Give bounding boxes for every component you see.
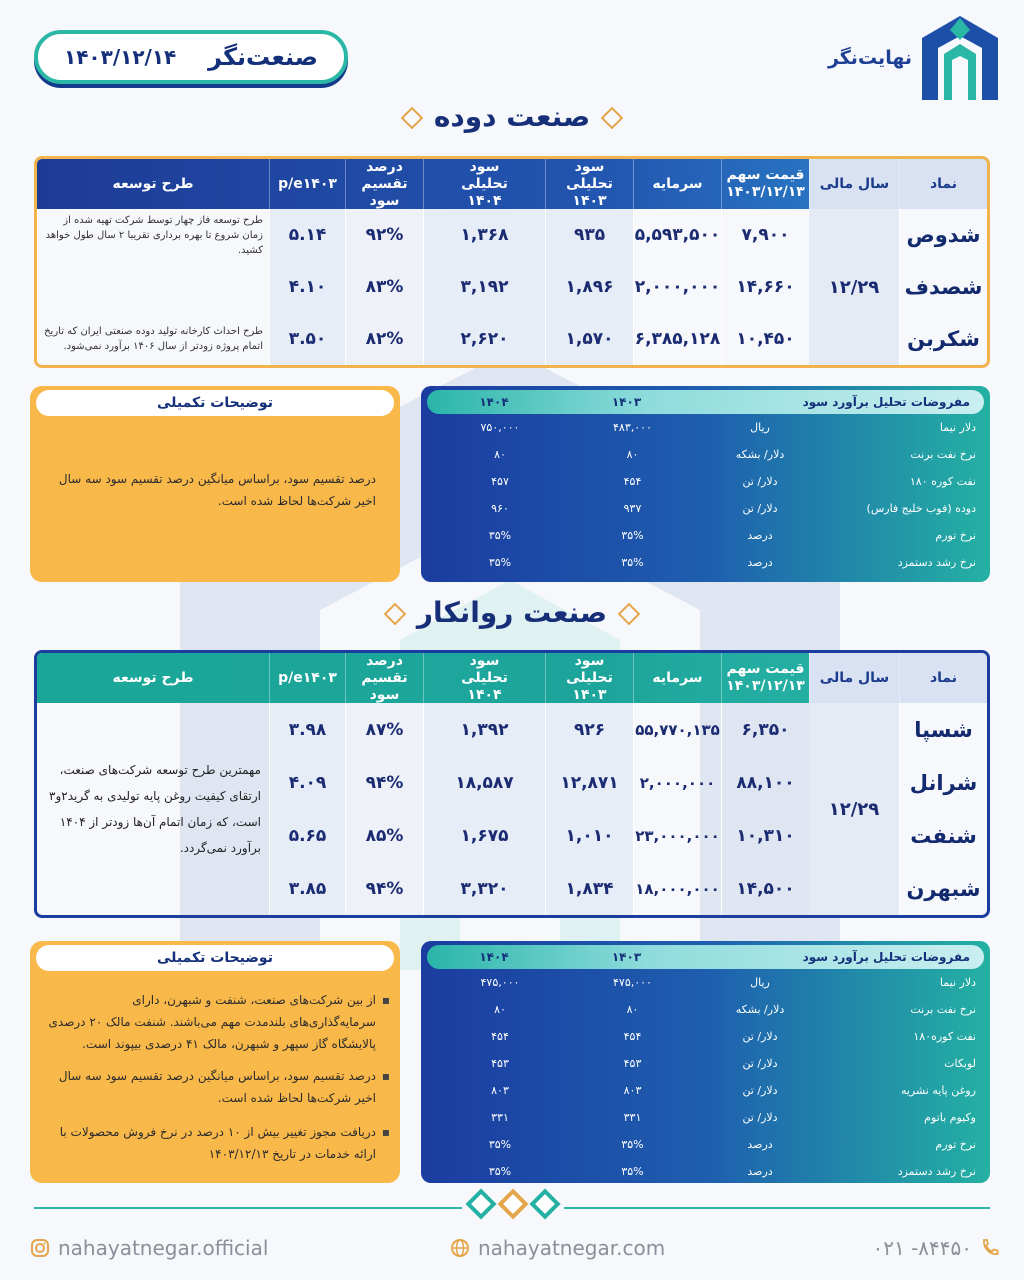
profit-1403-cell: ۱۲,۸۷۱ — [545, 756, 633, 809]
assumption-v1: ۴۵۳ — [623, 1057, 642, 1070]
assumption-v2: ۸۰ — [494, 448, 506, 461]
col-profit-1404: سود تحلیلی ۱۴۰۴ — [423, 159, 545, 209]
capital-cell: ۲,۰۰۰,۰۰۰ — [633, 756, 721, 809]
assumption-u: دلار/ تن — [742, 475, 778, 488]
assumption-k: نرخ نفت برنت — [910, 1003, 976, 1016]
assumption-u: ریال — [750, 976, 770, 989]
table-row — [37, 703, 987, 756]
price-cell: ۶,۳۵۰ — [721, 703, 809, 756]
dividend-cell: ۸۵% — [345, 809, 423, 862]
header-badge — [34, 30, 348, 84]
assumption-v1: ۴۷۵,۰۰۰ — [613, 976, 652, 989]
footer-ornament — [462, 1193, 564, 1215]
assumption-k: وکیوم باتوم — [924, 1111, 976, 1124]
phone-icon — [980, 1238, 1000, 1258]
col-dividend: درصد تقسیم سود — [345, 653, 423, 703]
fiscal-year-cell: ۱۲/۲۹ — [809, 209, 899, 365]
lubricants-notes — [30, 941, 400, 1183]
section-title-carbon-black: صنعت دوده — [0, 100, 1024, 133]
symbol-cell: شبهرن — [899, 862, 987, 915]
assumption-u: ریال — [750, 421, 770, 434]
dividend-cell: ۸۳% — [345, 261, 423, 313]
assumption-v2: ۳۵% — [488, 1138, 512, 1151]
col-price: قیمت سهم ۱۴۰۳/۱۲/۱۳ — [721, 653, 809, 703]
assumption-v1: ۳۵% — [621, 1138, 644, 1151]
bullet-icon: ▪ — [381, 1069, 390, 1083]
assumptions-header: مفروضات تحلیل برآورد سود ۱۴۰۳ ۱۴۰۴ — [427, 945, 984, 969]
diamond-icon — [384, 603, 407, 626]
assumption-v1: ۴۸۳,۰۰۰ — [613, 421, 652, 434]
profit-1403-cell: ۱,۵۷۰ — [545, 313, 633, 365]
assumption-k: روغن پایه نشریه — [900, 1084, 976, 1097]
assumption-row — [421, 969, 990, 996]
assumption-row — [421, 1131, 990, 1158]
profit-1403-cell: ۱,۰۱۰ — [545, 809, 633, 862]
assumption-row — [421, 1104, 990, 1131]
profit-1404-cell: ۱,۶۷۵ — [423, 809, 545, 862]
diamond-icon — [465, 1188, 496, 1219]
profit-1404-cell: ۱,۳۹۲ — [423, 703, 545, 756]
assumption-v1: ۹۳۷ — [623, 502, 642, 515]
pe-cell: ۳.۸۵ — [269, 862, 345, 915]
plan-cell: مهمترین طرح توسعه شرکت‌های صنعت، ارتقای کیفیت روغن پایه تولیدی به گرید۲و۳ است، که زمان اتمام آن‌ها زودتر از ۱۴۰۴ برآورد نمی‌گردد. — [48, 763, 261, 855]
assumption-v2: ۴۷۵,۰۰۰ — [480, 976, 520, 989]
dividend-cell: ۸۲% — [345, 313, 423, 365]
col-profit-1403: سود تحلیلی ۱۴۰۳ — [545, 159, 633, 209]
assumption-v1: ۸۰۳ — [623, 1084, 642, 1097]
capital-cell: ۲,۰۰۰,۰۰۰ — [633, 261, 721, 313]
col-price: قیمت سهم ۱۴۰۳/۱۲/۱۳ — [721, 159, 809, 209]
assumption-v2: ۷۵۰,۰۰۰ — [480, 421, 520, 434]
note-item: ▪ از بین شرکت‌های صنعت، شنفت و شبهرن، دارای سرمایه‌گذاری‌های بلندمدت مهم می‌باشند. شنفت مالک ۲۰ درصدی پالایشگاه گاز سپهر و شبهرن، مالک ۴۱ درصدی بیپوند است. — [44, 989, 390, 1055]
assumption-row — [421, 1023, 990, 1050]
assumption-v2: ۴۵۷ — [491, 475, 509, 488]
capital-cell: ۶,۳۸۵,۱۲۸ — [633, 313, 721, 365]
website-url: nahayatnegar.com — [478, 1236, 666, 1260]
pe-cell: ۳.۵۰ — [269, 313, 345, 365]
diamond-icon — [497, 1188, 528, 1219]
assumption-u: دلار/ تن — [742, 502, 778, 515]
assumption-u: درصد — [747, 1165, 773, 1178]
assumption-u: درصد — [747, 556, 773, 569]
profit-1404-cell: ۳,۱۹۲ — [423, 261, 545, 313]
price-cell: ۱۰,۴۵۰ — [721, 313, 809, 365]
assumption-v1: ۴۵۴ — [623, 1030, 642, 1043]
fiscal-year-cell: ۱۲/۲۹ — [809, 703, 899, 915]
notes-title: توضیحات تکمیلی — [36, 390, 394, 416]
assumption-k: نفت کوره ۱۸۰ — [909, 475, 976, 488]
profit-1404-cell: ۳,۳۲۰ — [423, 862, 545, 915]
assumption-row — [421, 996, 990, 1023]
website-link[interactable] — [450, 1236, 665, 1260]
price-cell: ۱۴,۵۰۰ — [721, 862, 809, 915]
pe-cell: ۴.۱۰ — [269, 261, 345, 313]
assumption-k: دوده (فوب خلیج فارس) — [866, 502, 976, 515]
capital-cell: ۵۵,۷۷۰,۱۳۵ — [633, 703, 721, 756]
assumption-u: دلار/ تن — [742, 1084, 778, 1097]
assumption-u: دلار/ بشکه — [735, 1003, 785, 1016]
dividend-cell: ۹۴% — [345, 756, 423, 809]
plan-cell: طرح احداث کارخانه تولید دوده صنعتی ایران که تاریخ اتمام پروژه زودتر از سال ۱۴۰۶ برآورد نمی‌شود. — [37, 313, 269, 365]
col-symbol: نماد — [899, 653, 987, 703]
price-cell: ۱۴,۶۶۰ — [721, 261, 809, 313]
table-row — [37, 313, 987, 365]
capital-cell: ۲۳,۰۰۰,۰۰۰ — [633, 809, 721, 862]
assumption-k: دلار نیما — [939, 421, 976, 434]
col-plan: طرح توسعه — [112, 175, 194, 192]
assumption-v2: ۳۵% — [488, 556, 512, 569]
carbon-black-notes — [30, 386, 400, 582]
phone-number: ۰۲۱ -۸۴۴۵۰ — [872, 1236, 972, 1260]
report-date: ۱۴۰۳/۱۲/۱۴ — [64, 45, 177, 69]
bullet-icon: ▪ — [381, 1125, 390, 1139]
assumption-row — [421, 549, 990, 576]
carbon-black-assumptions — [421, 386, 990, 582]
globe-icon — [450, 1238, 470, 1258]
pe-cell: ۵.۱۴ — [269, 209, 345, 261]
assumption-v2: ۴۵۴ — [491, 1030, 509, 1043]
assumption-row — [421, 441, 990, 468]
assumption-v2: ۳۵% — [488, 529, 512, 542]
assumption-v2: ۹۶۰ — [491, 502, 509, 515]
profit-1403-cell: ۹۳۵ — [545, 209, 633, 261]
profit-1403-cell: ۱,۸۹۶ — [545, 261, 633, 313]
assumption-v1: ۴۵۴ — [623, 475, 642, 488]
capital-cell: ۵,۵۹۳,۵۰۰ — [633, 209, 721, 261]
instagram-link[interactable] — [30, 1236, 268, 1260]
assumption-v1: ۳۵% — [621, 529, 644, 542]
plan-cell: طرح توسعه فاز چهار توسط شرکت تهیه شده از زمان شروع تا بهره برداری تقریبا ۲ سال طول خواهد کشید. — [37, 209, 269, 261]
price-cell: ۱۰,۳۱۰ — [721, 809, 809, 862]
diamond-icon — [601, 107, 624, 130]
col-symbol: نماد — [899, 159, 987, 209]
brand-logo — [828, 14, 1000, 102]
note-item: درصد تقسیم سود، براساس میانگین درصد تقسیم سود سه سال اخیر شرکت‌ها لحاظ شده است. — [58, 472, 376, 508]
table-row — [37, 862, 987, 915]
col-dividend: درصد تقسیم سود — [345, 159, 423, 209]
assumption-row — [421, 1050, 990, 1077]
assumption-v2: ۸۰۳ — [491, 1084, 509, 1097]
lubricants-assumptions — [421, 941, 990, 1183]
col-profit-1404: سود تحلیلی ۱۴۰۴ — [423, 653, 545, 703]
assumption-row — [421, 1158, 990, 1183]
assumption-row — [421, 495, 990, 522]
assumption-v2: ۸۰ — [494, 1003, 506, 1016]
assumption-row — [421, 414, 990, 441]
assumptions-header: مفروضات تحلیل برآورد سود ۱۴۰۳ ۱۴۰۴ — [427, 390, 984, 414]
lubricants-table — [34, 650, 990, 918]
table-header — [37, 653, 987, 703]
assumption-v2: ۳۵% — [488, 1165, 512, 1178]
symbol-cell: شکربن — [899, 313, 987, 365]
assumption-k: لوبکات — [944, 1057, 976, 1070]
carbon-black-table — [34, 156, 990, 368]
col-pe: p/e۱۴۰۳ — [269, 159, 345, 209]
assumption-v1: ۸۰ — [626, 448, 639, 461]
pe-cell: ۳.۹۸ — [269, 703, 345, 756]
symbol-cell: شدوص — [899, 209, 987, 261]
col-plan: طرح توسعه — [112, 669, 194, 686]
assumption-v1: ۳۳۱ — [623, 1111, 642, 1124]
note-item: ▪ دریافت مجوز تغییر بیش از ۱۰ درصد در نرخ فروش محصولات با ارائه خدمات در تاریخ ۱۴۰۳/۱۲/۱۳ — [44, 1121, 390, 1165]
profit-1404-cell: ۲,۶۲۰ — [423, 313, 545, 365]
assumption-row — [421, 468, 990, 495]
table-row — [37, 756, 987, 809]
dividend-cell: ۹۲% — [345, 209, 423, 261]
diamond-icon — [618, 603, 641, 626]
pe-cell: ۵.۶۵ — [269, 809, 345, 862]
phone-link[interactable] — [872, 1236, 1000, 1260]
col-profit-1403: سود تحلیلی ۱۴۰۳ — [545, 653, 633, 703]
pe-cell: ۴.۰۹ — [269, 756, 345, 809]
instagram-icon — [30, 1238, 50, 1258]
col-capital: سرمایه — [633, 159, 721, 209]
assumption-v1: ۸۰ — [626, 1003, 639, 1016]
assumption-k: نرخ نفت برنت — [910, 448, 976, 461]
col-fiscal-year: سال مالی — [809, 653, 899, 703]
profit-1403-cell: ۹۲۶ — [545, 703, 633, 756]
dividend-cell: ۹۴% — [345, 862, 423, 915]
col-capital: سرمایه — [633, 653, 721, 703]
table-row — [37, 809, 987, 862]
profit-1403-cell: ۱,۸۳۴ — [545, 862, 633, 915]
assumption-u: درصد — [747, 1138, 773, 1151]
brand-name: نهایت‌نگر — [827, 47, 912, 69]
table-row — [37, 261, 987, 313]
price-cell: ۷,۹۰۰ — [721, 209, 809, 261]
symbol-cell: شنفت — [899, 809, 987, 862]
assumption-v2: ۳۳۱ — [491, 1111, 509, 1124]
col-fiscal-year: سال مالی — [809, 159, 899, 209]
brand-icon — [920, 14, 1000, 102]
profit-1404-cell: ۱۸,۵۸۷ — [423, 756, 545, 809]
assumption-row — [421, 522, 990, 549]
symbol-cell: شسپا — [899, 703, 987, 756]
assumption-k: نرخ رشد دستمزد — [897, 556, 976, 569]
diamond-icon — [400, 107, 423, 130]
dividend-cell: ۸۷% — [345, 703, 423, 756]
symbol-cell: شرانل — [899, 756, 987, 809]
assumption-k: نرخ رشد دستمزد — [897, 1165, 976, 1178]
section-title-lubricants: صنعت روانکار — [0, 596, 1024, 629]
page-title: صنعت‌نگر — [208, 43, 318, 71]
col-pe: p/e۱۴۰۳ — [269, 653, 345, 703]
diamond-icon — [529, 1188, 560, 1219]
table-row — [37, 209, 987, 261]
assumption-k: نفت کوره۱۸۰ — [913, 1030, 976, 1043]
profit-1404-cell: ۱,۳۶۸ — [423, 209, 545, 261]
table-header — [37, 159, 987, 209]
instagram-handle: nahayatnegar.official — [58, 1236, 269, 1260]
assumption-v1: ۳۵% — [621, 1165, 644, 1178]
note-item: ▪ درصد تقسیم سود، براساس میانگین درصد تقسیم سود سه سال اخیر شرکت‌ها لحاظ شده است. — [44, 1065, 390, 1109]
assumption-k: دلار نیما — [939, 976, 976, 989]
assumption-k: نرخ تورم — [935, 1138, 976, 1151]
assumption-u: دلار/ تن — [742, 1111, 778, 1124]
assumption-v2: ۴۵۳ — [491, 1057, 509, 1070]
assumption-u: دلار/ تن — [742, 1030, 778, 1043]
notes-title: توضیحات تکمیلی — [36, 945, 394, 971]
assumption-row — [421, 1077, 990, 1104]
capital-cell: ۱۸,۰۰۰,۰۰۰ — [633, 862, 721, 915]
assumption-u: درصد — [747, 529, 773, 542]
bullet-icon: ▪ — [381, 993, 390, 1007]
symbol-cell: شصدف — [899, 261, 987, 313]
assumption-u: دلار/ بشکه — [735, 448, 785, 461]
assumption-v1: ۳۵% — [621, 556, 644, 569]
plan-cell — [37, 261, 269, 313]
assumption-u: دلار/ تن — [742, 1057, 778, 1070]
price-cell: ۸۸,۱۰۰ — [721, 756, 809, 809]
assumption-k: نرخ تورم — [935, 529, 976, 542]
